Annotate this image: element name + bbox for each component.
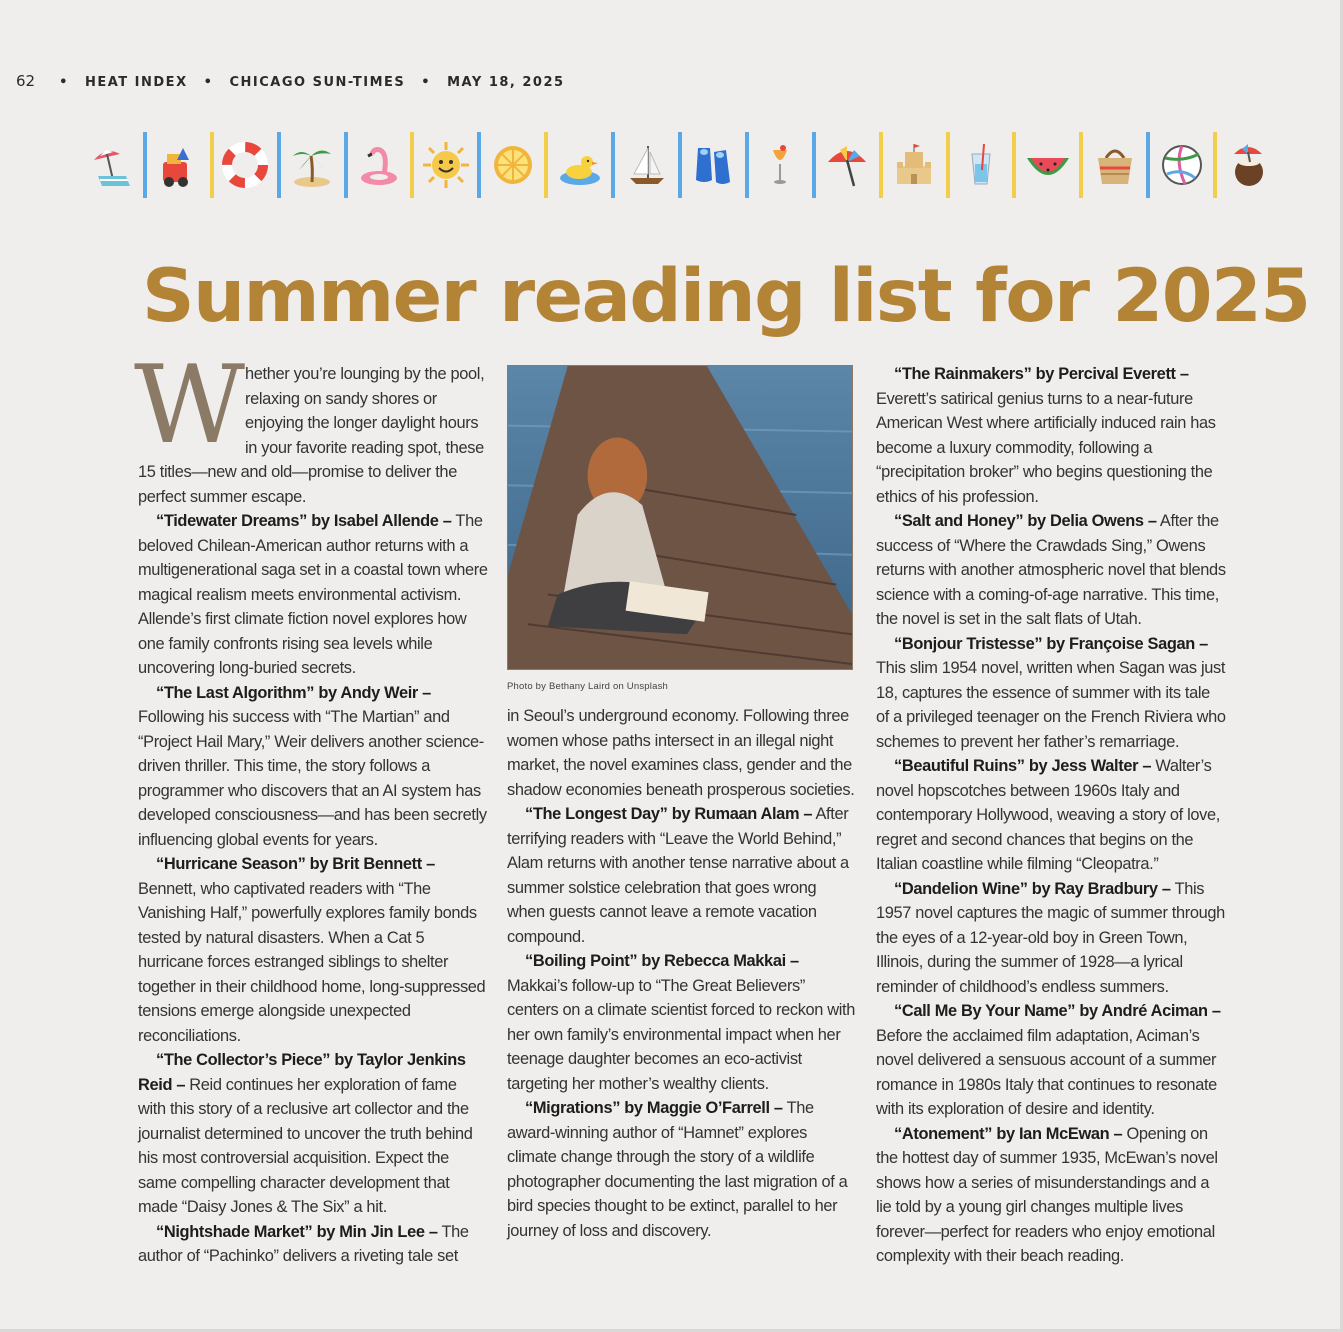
book-entry <box>138 681 488 853</box>
book-title: “Bonjour Tristesse” by Françoise Sagan – <box>894 634 1208 653</box>
folio-separator: • <box>421 75 432 90</box>
book-description: Following his success with “The Martian” and “Project Hail Mary,” Weir delivers another science-driven thriller. This time, the story follows a programmer who discovers that an AI system has developed consciousness—and has been secretly influencing global events for years. <box>138 708 487 849</box>
book-description: Bennett, who captivated readers with “The Vanishing Half,” powerfully explores family bonds tested by natural disasters. When a Cat 5 hurricane forces estranged siblings to shelter together in their childhood home, long-suppressed tensions emerge alongside unexpected reconciliations. <box>138 879 486 1045</box>
folio-separator: • <box>59 75 69 90</box>
book-title: “Beautiful Ruins” by Jess Walter – <box>894 757 1152 775</box>
book-entry <box>507 802 857 949</box>
article-headline: Summer reading list for 2025 <box>142 254 1310 339</box>
sun-face-icon <box>414 132 477 198</box>
book-description: The award-winning author of “Hamnet” explores climate change through the story of a wildlife photographer documenting the last migration of a bird species thought to be extinct, parallel to her journey of loss and discovery. <box>507 1099 848 1240</box>
book-entry <box>138 1048 488 1220</box>
book-entry <box>507 949 857 1096</box>
book-description: Everett’s satirical genius turns to a near-future American West where artificially induced rain has become a luxury commodity, following a “precipitation broker” who begins questioning the ethics of his profession. <box>876 389 1216 506</box>
life-ring-icon <box>214 132 277 198</box>
book-entry-continued <box>507 704 857 802</box>
book-description: The author of “Pachinko” delivers a riveting tale set <box>138 1222 469 1265</box>
summer-icon-strip <box>80 132 1280 198</box>
book-title: “Salt and Honey” by Delia Owens – <box>894 512 1157 530</box>
book-description: Opening on the hottest day of summer 1935, McEwan’s novel shows how a series of misunderstandings and a lie told by a young girl changes multiple lives forever—perfect for readers who enjoy emotional complexity with their beach reading. <box>876 1124 1218 1265</box>
issue-date: MAY 18, 2025 <box>447 75 565 90</box>
page-number: 62 <box>16 72 36 90</box>
book-title: “The Last Algorithm” by Andy Weir – <box>156 683 431 702</box>
article-column-1 <box>134 343 488 1269</box>
book-description: Makkai’s follow-up to “The Great Believers” centers on a climate scientist forced to reckon with her own family’s environmental impact when her teenage daughter becomes an eco-activist targeting her mother’s wealthy clients. <box>507 976 856 1093</box>
folio-separator: • <box>203 75 214 90</box>
book-description: After terrifying readers with “Leave the World Behind,” Alam returns with another tense narrative about a summer solstice celebration that goes wrong when guests cannot leave a remote vacation compound. <box>507 805 849 946</box>
swim-fins-icon <box>682 132 745 198</box>
book-description: Reid continues her exploration of fame with this story of a reclusive art collector and the journalist determined to uncover the truth behind his most controversial acquisition. Expect the same compelling character development that made “Daisy Jones & The Six” a hit. <box>138 1075 473 1216</box>
book-title: “Call Me By Your Name” by André Aciman – <box>894 1002 1221 1020</box>
volleyball-icon <box>1150 132 1213 198</box>
intro-paragraph <box>134 343 488 509</box>
palm-island-icon <box>281 132 344 198</box>
book-entry <box>138 509 488 681</box>
beach-chair-umbrella-icon <box>80 132 143 198</box>
flamingo-float-icon <box>348 132 411 198</box>
book-title: “Atonement” by Ian McEwan – <box>894 1124 1123 1143</box>
book-title: “Hurricane Season” by Brit Bennett – <box>156 855 435 873</box>
book-title: “The Longest Day” by Rumaan Alam – <box>525 805 813 823</box>
beach-umbrella-icon <box>816 132 879 198</box>
reading-photo <box>507 365 853 670</box>
book-entry <box>138 852 488 1048</box>
book-entry <box>876 754 1226 877</box>
book-description: After the success of “Where the Crawdads Sing,” Owens returns with another atmospheric novel that blends science with a coming-of-age narrative. This time, the novel is set in the salt flats of Utah. <box>876 512 1226 628</box>
iced-drink-icon <box>950 132 1013 198</box>
book-description: This 1957 novel captures the magic of summer through the eyes of a 12-year-old boy in Green Town, Illinois, during the summer of 1928—a lyrical reminder of childhood’s endless summers. <box>876 879 1225 996</box>
duck-float-icon <box>548 132 611 198</box>
book-entry <box>507 1096 857 1243</box>
book-entry <box>876 877 1226 1000</box>
book-description: Before the acclaimed film adaptation, Aciman’s novel delivered a sensuous account of a summer romance in 1980s Italy that continues to resonate with its exploration of desire and identity. <box>876 1026 1217 1118</box>
book-title: “The Rainmakers” by Percival Everett – <box>894 365 1189 383</box>
beach-bag-icon <box>1083 132 1146 198</box>
article-column-3 <box>876 362 1226 1269</box>
book-description: Walter’s novel hopscotches between 1960s Italy and contemporary Hollywood, weaving a story of love, regret and second chances that begins on the Italian coastline while filming “Cleopatra.” <box>876 757 1220 873</box>
book-title: “Dandelion Wine” by Ray Bradbury – <box>894 879 1171 898</box>
book-description: This slim 1954 novel, written when Sagan was just 18, captures the essence of summer with its tale of a privileged teenager on the French Riviera who schemes to prevent her father’s remarriage. <box>876 659 1226 751</box>
sand-castle-icon <box>883 132 946 198</box>
publication-name: CHICAGO SUN-TIMES <box>229 75 406 90</box>
lemon-slice-icon <box>481 132 544 198</box>
section-name: HEAT INDEX <box>84 75 188 90</box>
cocktail-glass-icon <box>749 132 812 198</box>
article-column-2 <box>507 704 857 1243</box>
book-title: “Tidewater Dreams” by Isabel Allende – <box>156 512 452 530</box>
drop-cap: W <box>134 343 240 468</box>
sand-bucket-toys-icon <box>147 132 210 198</box>
sailboat-icon <box>615 132 678 198</box>
book-description: in Seoul’s underground economy. Following three women whose paths intersect in an illegal night market, the novel examines class, gender and the shadow economies beneath prosperous societies. <box>507 707 855 799</box>
book-title: “The Collector’s Piece” by Taylor Jenkins Reid – <box>138 1051 466 1094</box>
book-entry <box>138 1220 488 1269</box>
book-title: “Migrations” by Maggie O’Farrell – <box>525 1099 783 1117</box>
book-entry <box>876 362 1226 509</box>
book-title: “Nightshade Market” by Min Jin Lee – <box>156 1222 438 1241</box>
photo-credit: Photo by Bethany Laird on Unsplash <box>507 681 669 692</box>
book-entry <box>876 999 1226 1122</box>
book-entry <box>876 1122 1226 1269</box>
book-entry <box>876 632 1226 755</box>
coconut-drink-icon <box>1217 132 1280 198</box>
book-title: “Boiling Point” by Rebecca Makkai – <box>525 952 799 970</box>
page-folio <box>16 72 565 90</box>
book-description: The beloved Chilean-American author returns with a multigenerational saga set in a coastal town where magical realism meets environmental activism. Allende’s first climate fiction novel explores how one family confronts rising sea levels while uncovering long-buried secrets. <box>138 512 488 677</box>
book-entry <box>876 509 1226 632</box>
intro-text: hether you’re lounging by the pool, relaxing on sandy shores or enjoying the longer daylight hours in your favorite reading spot, these 15 titles—new and old—promise to deliver the perfect summer escape. <box>138 365 485 506</box>
watermelon-slice-icon <box>1016 132 1079 198</box>
